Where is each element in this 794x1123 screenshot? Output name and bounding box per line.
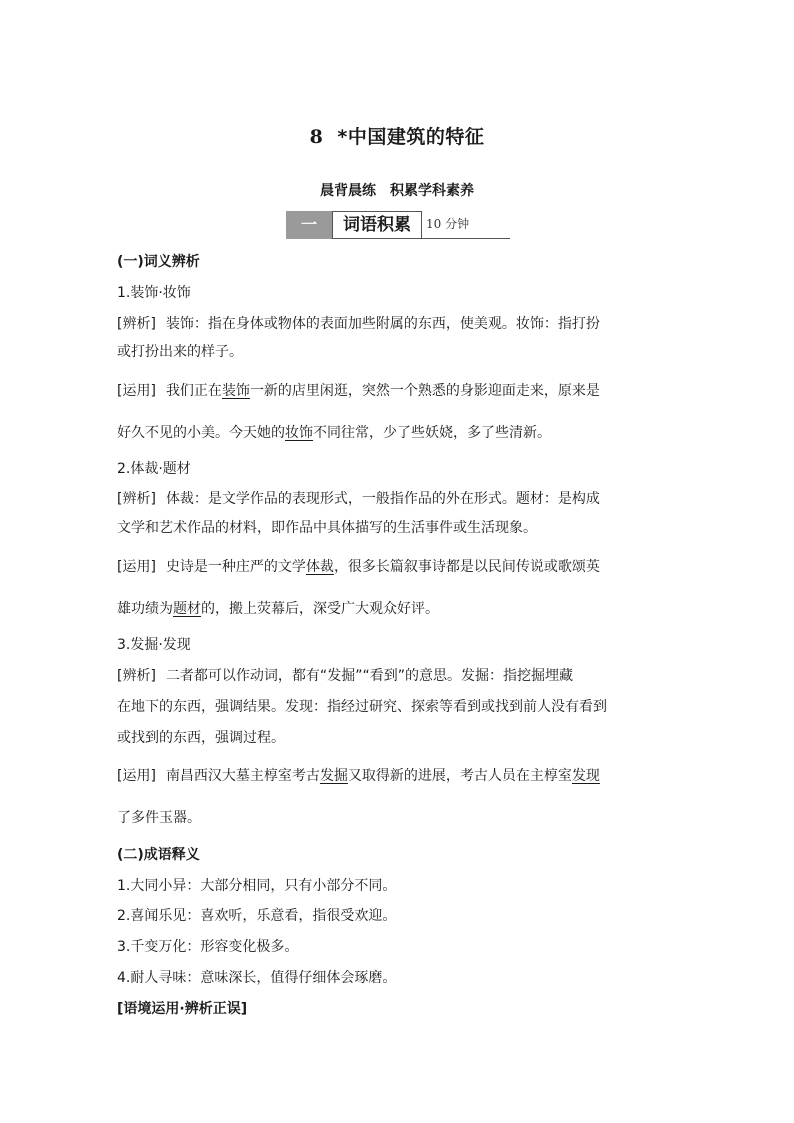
subtitle-b: 积累学科素养 xyxy=(390,183,474,199)
keyword-underline: 体裁 xyxy=(305,559,334,575)
keyword-underline: 妆饰 xyxy=(285,425,313,441)
item2-analysis-line1: [辨析] 体裁：是文学作品的表现形式，一般指作品的外在形式。题材：是构成 xyxy=(117,491,600,507)
usage-tag: [运用] xyxy=(117,383,156,399)
item3-title: 3.发掘·发现 xyxy=(117,637,191,653)
item1-analysis-line1: [辨析] 装饰：指在身体或物体的表面加些附属的东西，使美观。妆饰：指打扮 xyxy=(117,316,600,332)
item1-analysis-line2: 或打扮出来的样子。 xyxy=(117,344,243,360)
item3-analysis-line3: 或找到的东西，强调过程。 xyxy=(117,730,285,746)
item2-analysis-line2: 文学和艺术作品的材料，即作品中具体描写的生活事件或生活现象。 xyxy=(117,520,537,536)
item1-usage-line1: [运用] 我们正在装饰一新的店里闲逛，突然一个熟悉的身影迎面走来，原来是 xyxy=(117,383,600,399)
analysis-tag: [辨析] xyxy=(117,668,156,684)
item3-usage-line1: [运用] 南昌西汉大墓主椁室考古发掘又取得新的进展，考古人员在主椁室发现 xyxy=(117,768,600,784)
idiom-item: 1.大同小异：大部分相同，只有小部分不同。 xyxy=(117,878,397,894)
item1-title: 1.装饰·妆饰 xyxy=(117,285,191,301)
lesson-title: *中国建筑的特征 xyxy=(337,126,485,148)
item1-usage-line2: 好久不见的小美。今天她的妆饰不同往常，少了些妖娆，多了些清新。 xyxy=(117,425,551,441)
item2-usage-line2: 雄功绩为题材的，搬上荧幕后，深受广大观众好评。 xyxy=(117,601,439,617)
section-underline xyxy=(422,238,510,239)
item3-analysis-line1: [辨析] 二者都可以作动词，都有“发掘”“看到”的意思。发掘：指挖掘埋藏 xyxy=(117,668,573,684)
part2-heading: (二)成语释义 xyxy=(117,847,200,863)
usage-tag: [运用] xyxy=(117,559,156,575)
keyword-underline: 发现 xyxy=(571,768,600,784)
section-name: 词语积累 xyxy=(332,211,422,239)
item3-analysis-line2: 在地下的东西，强调结果。发现：指经过研究、探索等看到或找到前人没有看到 xyxy=(117,699,607,715)
item2-title: 2.体裁·题材 xyxy=(117,461,191,477)
page-subtitle xyxy=(0,180,794,200)
usage-tag: [运用] xyxy=(117,768,156,784)
section-number: 一 xyxy=(286,211,332,239)
keyword-underline: 装饰 xyxy=(221,383,250,399)
page-title xyxy=(0,122,794,149)
keyword-underline: 题材 xyxy=(173,601,201,617)
analysis-tag: [辨析] xyxy=(117,491,156,507)
lesson-number: 8 xyxy=(309,126,324,148)
subtitle-a: 晨背晨练 xyxy=(320,183,376,199)
part2-footer: [语境运用·辨析正误] xyxy=(117,1001,248,1017)
part1-heading: (一)词义辨析 xyxy=(117,254,200,270)
keyword-underline: 发掘 xyxy=(319,768,348,784)
idiom-item: 3.千变万化：形容变化极多。 xyxy=(117,939,299,955)
section-banner xyxy=(286,211,510,239)
analysis-tag: [辨析] xyxy=(117,316,156,332)
item2-usage-line1: [运用] 史诗是一种庄严的文学体裁，很多长篇叙事诗都是以民间传说或歌颂英 xyxy=(117,559,600,575)
idiom-item: 2.喜闻乐见：喜欢听，乐意看，指很受欢迎。 xyxy=(117,908,397,924)
section-time: 10 分钟 xyxy=(426,217,470,231)
item3-usage-line2: 了多件玉器。 xyxy=(117,810,201,826)
idiom-item: 4.耐人寻味：意味深长，值得仔细体会琢磨。 xyxy=(117,970,397,986)
